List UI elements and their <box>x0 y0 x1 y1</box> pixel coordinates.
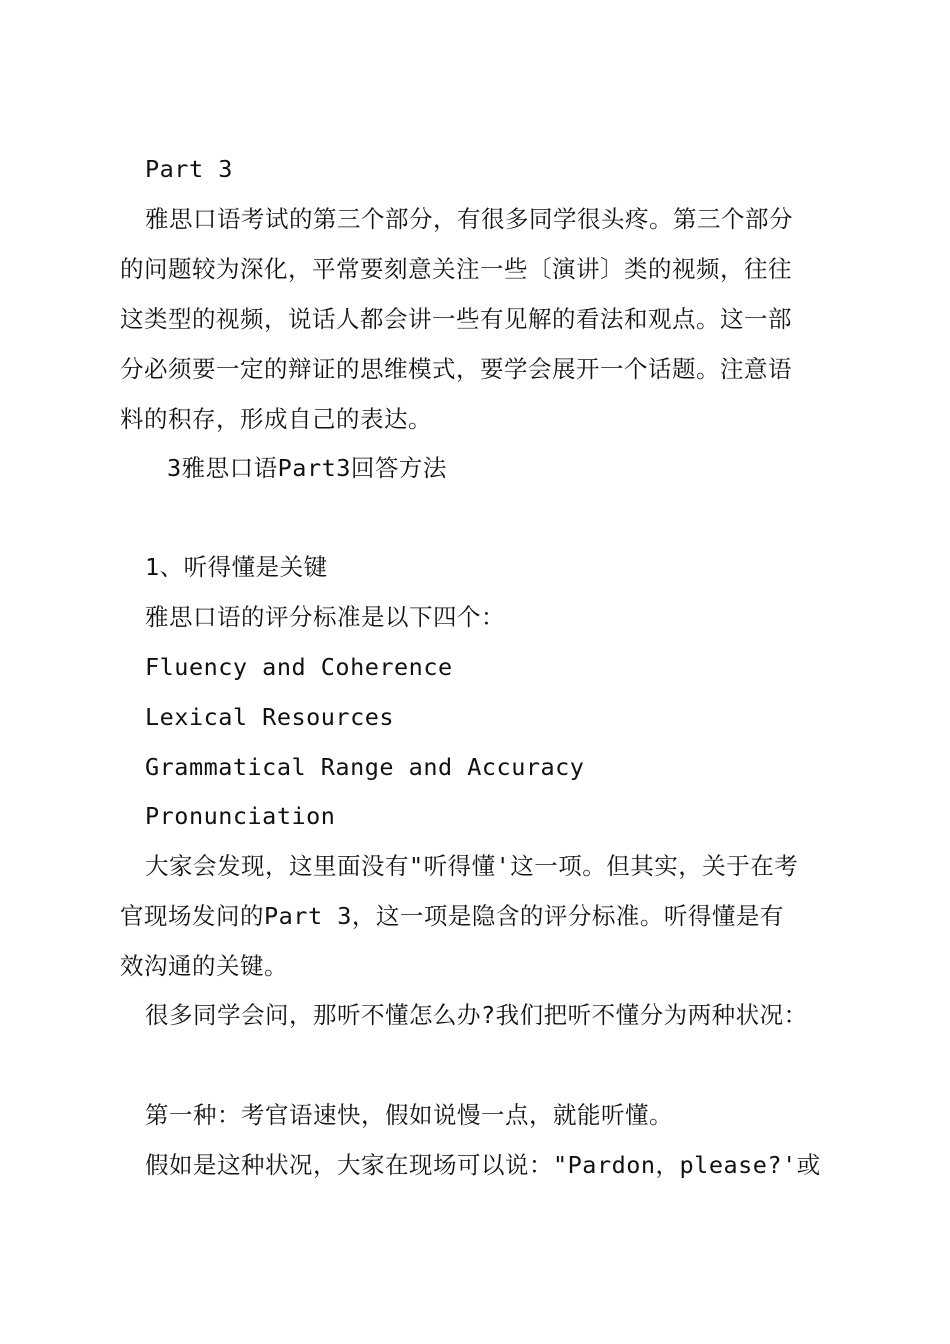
criteria-intro: 雅思口语的评分标准是以下四个： <box>145 603 505 631</box>
point1-title: 1、听得懂是关键 <box>145 553 328 581</box>
intro-line-4: 分必须要一定的辩证的思维模式，要学会展开一个话题。注意语 <box>120 355 792 383</box>
intro-line-3: 这类型的视频，说话人都会讲一些有见解的看法和观点。这一部 <box>120 305 792 333</box>
criterion-item: Fluency and Coherence <box>145 653 453 681</box>
intro-line-5: 料的积存，形成自己的表达。 <box>120 405 432 433</box>
case1-title: 第一种：考官语速快，假如说慢一点，就能听懂。 <box>145 1101 673 1129</box>
section-title: 3雅思口语Part3回答方法 <box>167 454 447 482</box>
para2-line-3: 效沟通的关键。 <box>120 952 288 980</box>
part3-heading: Part 3 <box>145 155 233 183</box>
para2-line-2: 官现场发问的Part 3，这一项是隐含的评分标准。听得懂是有 <box>120 902 784 930</box>
case1-text: 假如是这种状况，大家在现场可以说："Pardon，please?'或 <box>145 1151 821 1179</box>
criterion-item: Pronunciation <box>145 802 336 830</box>
intro-line-2: 的问题较为深化，平常要刻意关注一些〔演讲〕类的视频，往往 <box>120 255 792 283</box>
para3: 很多同学会问，那听不懂怎么办?我们把听不懂分为两种状况： <box>145 1001 808 1029</box>
intro-line-1: 雅思口语考试的第三个部分，有很多同学很头疼。第三个部分 <box>145 205 793 233</box>
para2-line-1: 大家会发现，这里面没有"听得懂'这一项。但其实，关于在考 <box>145 852 799 880</box>
criterion-item: Grammatical Range and Accuracy <box>145 753 585 781</box>
criterion-item: Lexical Resources <box>145 703 395 731</box>
